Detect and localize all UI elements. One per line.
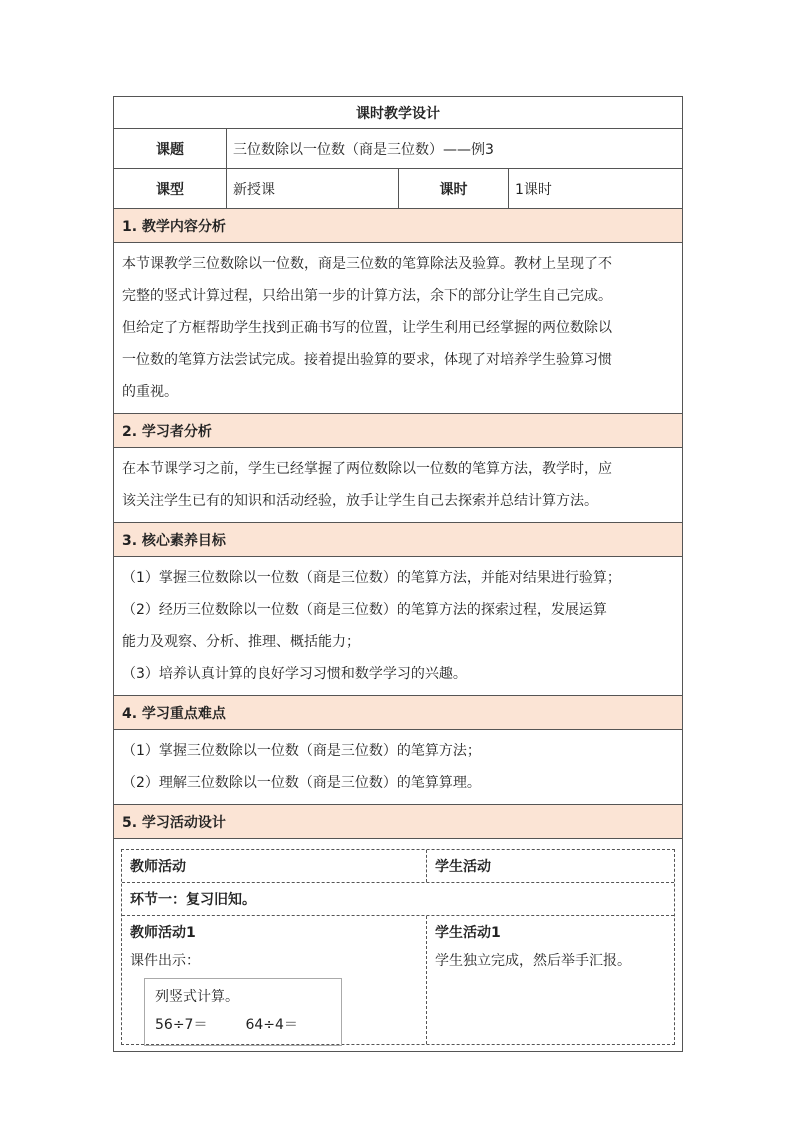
activity-table [121, 849, 675, 1045]
stage-cell [122, 883, 674, 915]
exercise-expressions [155, 1011, 331, 1039]
section-2-heading: 2. 学习者分析 [114, 414, 682, 448]
student-activity-title: 学生活动1 [435, 925, 501, 941]
text-line: 能力及观察、分析、推理、概括能力； [122, 634, 360, 650]
topic-label: 课题 [156, 141, 184, 158]
student-activity-text: 学生独立完成，然后举手汇报。 [435, 953, 631, 969]
teacher-activity-1 [122, 916, 426, 1044]
section-1-body [114, 243, 682, 414]
lesson-plan-table [113, 96, 683, 1052]
expression-2: 64÷4＝ [245, 1017, 298, 1033]
topic-row [114, 129, 682, 169]
section-3-heading: 3. 核心素养目标 [114, 523, 682, 557]
teacher-activity-title: 教师活动1 [130, 925, 196, 941]
expression-1: 56÷7＝ [155, 1017, 208, 1033]
section-1-heading: 1. 教学内容分析 [114, 209, 682, 243]
student-activity-header: 学生活动 [426, 850, 674, 882]
topic-value: 三位数除以一位数（商是三位数）——例3 [226, 129, 682, 168]
type-label: 课型 [156, 181, 184, 198]
section-5-heading: 5. 学习活动设计 [114, 805, 682, 839]
text-line: （1）掌握三位数除以一位数（商是三位数）的笔算方法，并能对结果进行验算； [122, 570, 621, 586]
text-line: （3）培养认真计算的良好学习习惯和数学学习的兴趣。 [122, 666, 467, 682]
section-4-body [114, 730, 682, 805]
section-2-body [114, 448, 682, 523]
section-4-heading: 4. 学习重点难点 [114, 696, 682, 730]
exercise-box [144, 978, 342, 1046]
text-line: 一位数的笔算方法尝试完成。接着提出验算的要求，体现了对培养学生验算习惯 [122, 352, 612, 368]
text-line: 的重视。 [122, 384, 178, 400]
stage-label: 环节一：复习旧知。 [130, 892, 256, 908]
type-row [114, 169, 682, 209]
activity-row-1 [122, 916, 674, 1044]
activity-header-row [122, 850, 674, 883]
stage-row [122, 883, 674, 916]
teacher-activity-text: 课件出示： [130, 953, 200, 969]
text-line: 但给定了方框帮助学生找到正确书写的位置，让学生利用已经掌握的两位数除以 [122, 320, 612, 336]
hours-label: 课时 [398, 169, 508, 208]
student-activity-1 [426, 916, 674, 1044]
section-5-body [114, 839, 682, 1051]
hours-value: 1课时 [508, 169, 682, 208]
doc-title: 课时教学设计 [114, 97, 682, 129]
type-value: 新授课 [226, 169, 398, 208]
exercise-title: 列竖式计算。 [155, 989, 239, 1005]
text-line: （2）理解三位数除以一位数（商是三位数）的笔算算理。 [122, 775, 481, 791]
text-line: 在本节课学习之前，学生已经掌握了两位数除以一位数的笔算方法，教学时，应 [122, 461, 612, 477]
text-line: （2）经历三位数除以一位数（商是三位数）的笔算方法的探索过程，发展运算 [122, 602, 607, 618]
teacher-activity-header: 教师活动 [130, 859, 186, 875]
section-3-body [114, 557, 682, 696]
text-line: 完整的竖式计算过程，只给出第一步的计算方法，余下的部分让学生自己完成。 [122, 288, 612, 304]
text-line: （1）掌握三位数除以一位数（商是三位数）的笔算方法； [122, 743, 481, 759]
text-line: 本节课教学三位数除以一位数，商是三位数的笔算除法及验算。教材上呈现了不 [122, 256, 612, 272]
text-line: 该关注学生已有的知识和活动经验，放手让学生自己去探索并总结计算方法。 [122, 493, 598, 509]
